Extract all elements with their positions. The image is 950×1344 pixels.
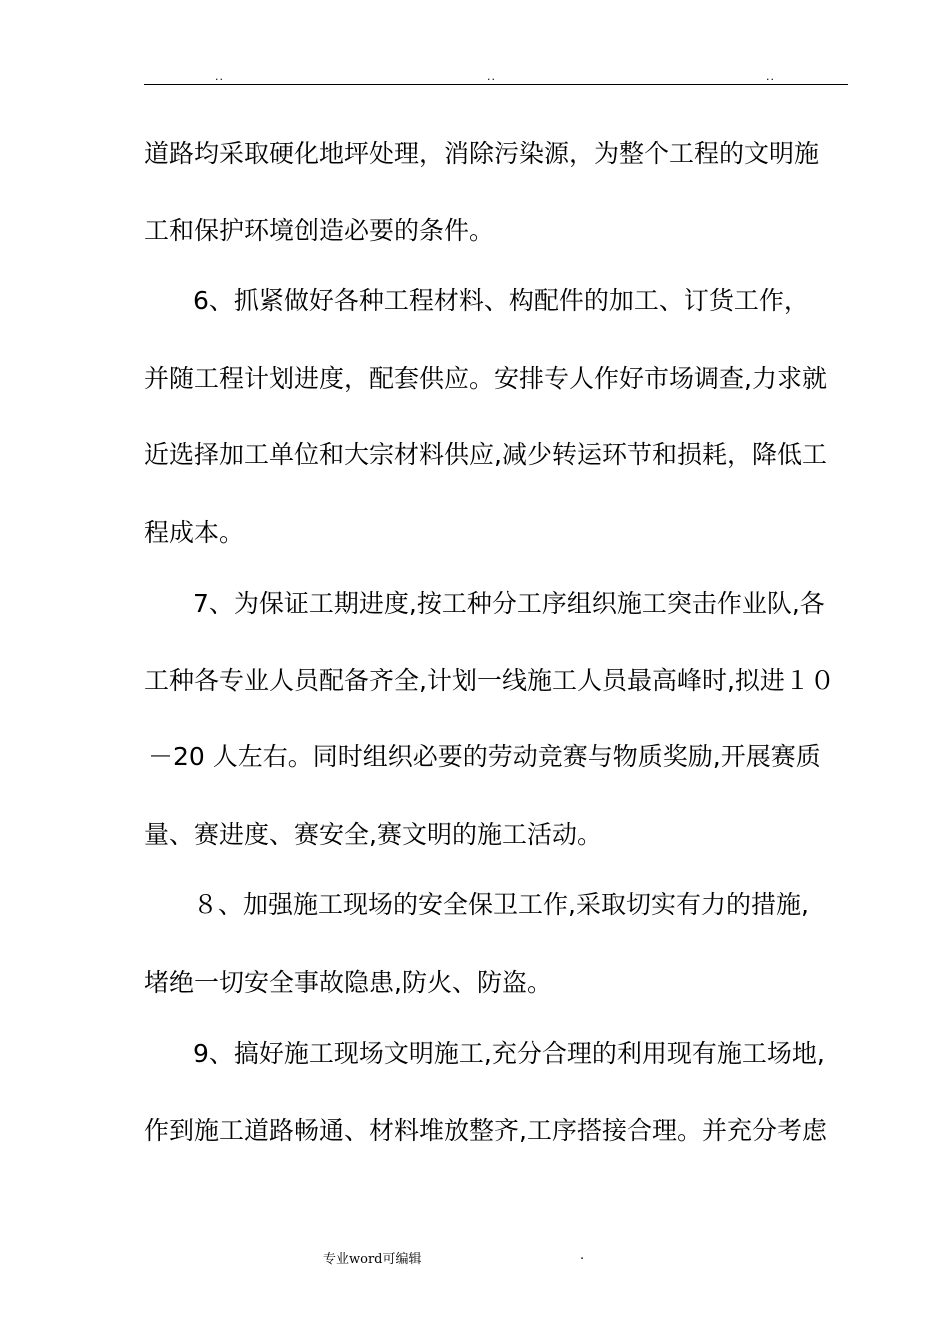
footer-dot: . bbox=[580, 1248, 585, 1263]
text-line: 道路均采取硬化地坪处理，消除污染源，为整个工程的文明施 bbox=[144, 139, 820, 168]
text-line: 堵绝一切安全事故隐患,防火、防盗。 bbox=[144, 968, 552, 997]
text-line: 并随工程计划进度，配套供应。安排专人作好市场调查,力求就 bbox=[144, 364, 827, 393]
footer-text: 专业word可编辑 bbox=[323, 1252, 422, 1267]
text-line: 近选择加工单位和大宗材料供应,减少转运环节和损耗，降低工 bbox=[144, 440, 827, 469]
header-rule bbox=[144, 84, 848, 85]
text-line: 量、赛进度、赛安全,赛文明的施工活动。 bbox=[144, 820, 602, 849]
header-mark-left: .. bbox=[215, 70, 224, 83]
text-line: ８、加强施工现场的安全保卫工作,采取切实有力的措施, bbox=[193, 890, 809, 919]
text-line: 程成本。 bbox=[144, 518, 245, 547]
header-mark-center: .. bbox=[487, 70, 496, 83]
text-line: 工种各专业人员配备齐全,计划一线施工人员最高峰时,拟进１０ bbox=[144, 666, 835, 695]
text-line: －20 人左右。同时组织必要的劳动竞赛与物质奖励,开展赛质 bbox=[148, 742, 821, 771]
text-line: 作到施工道路畅通、材料堆放整齐,工序搭接合理。并充分考虑 bbox=[144, 1116, 827, 1145]
text-line: 7、为保证工期进度,按工种分工序组织施工突击作业队,各 bbox=[193, 589, 825, 618]
text-line: 工和保护环境创造必要的条件。 bbox=[144, 216, 495, 245]
text-line: 9、搞好施工现场文明施工,充分合理的利用现有施工场地, bbox=[193, 1039, 825, 1068]
text-line: 6、抓紧做好各种工程材料、构配件的加工、订货工作， bbox=[193, 286, 809, 315]
header-mark-right: .. bbox=[766, 70, 775, 83]
